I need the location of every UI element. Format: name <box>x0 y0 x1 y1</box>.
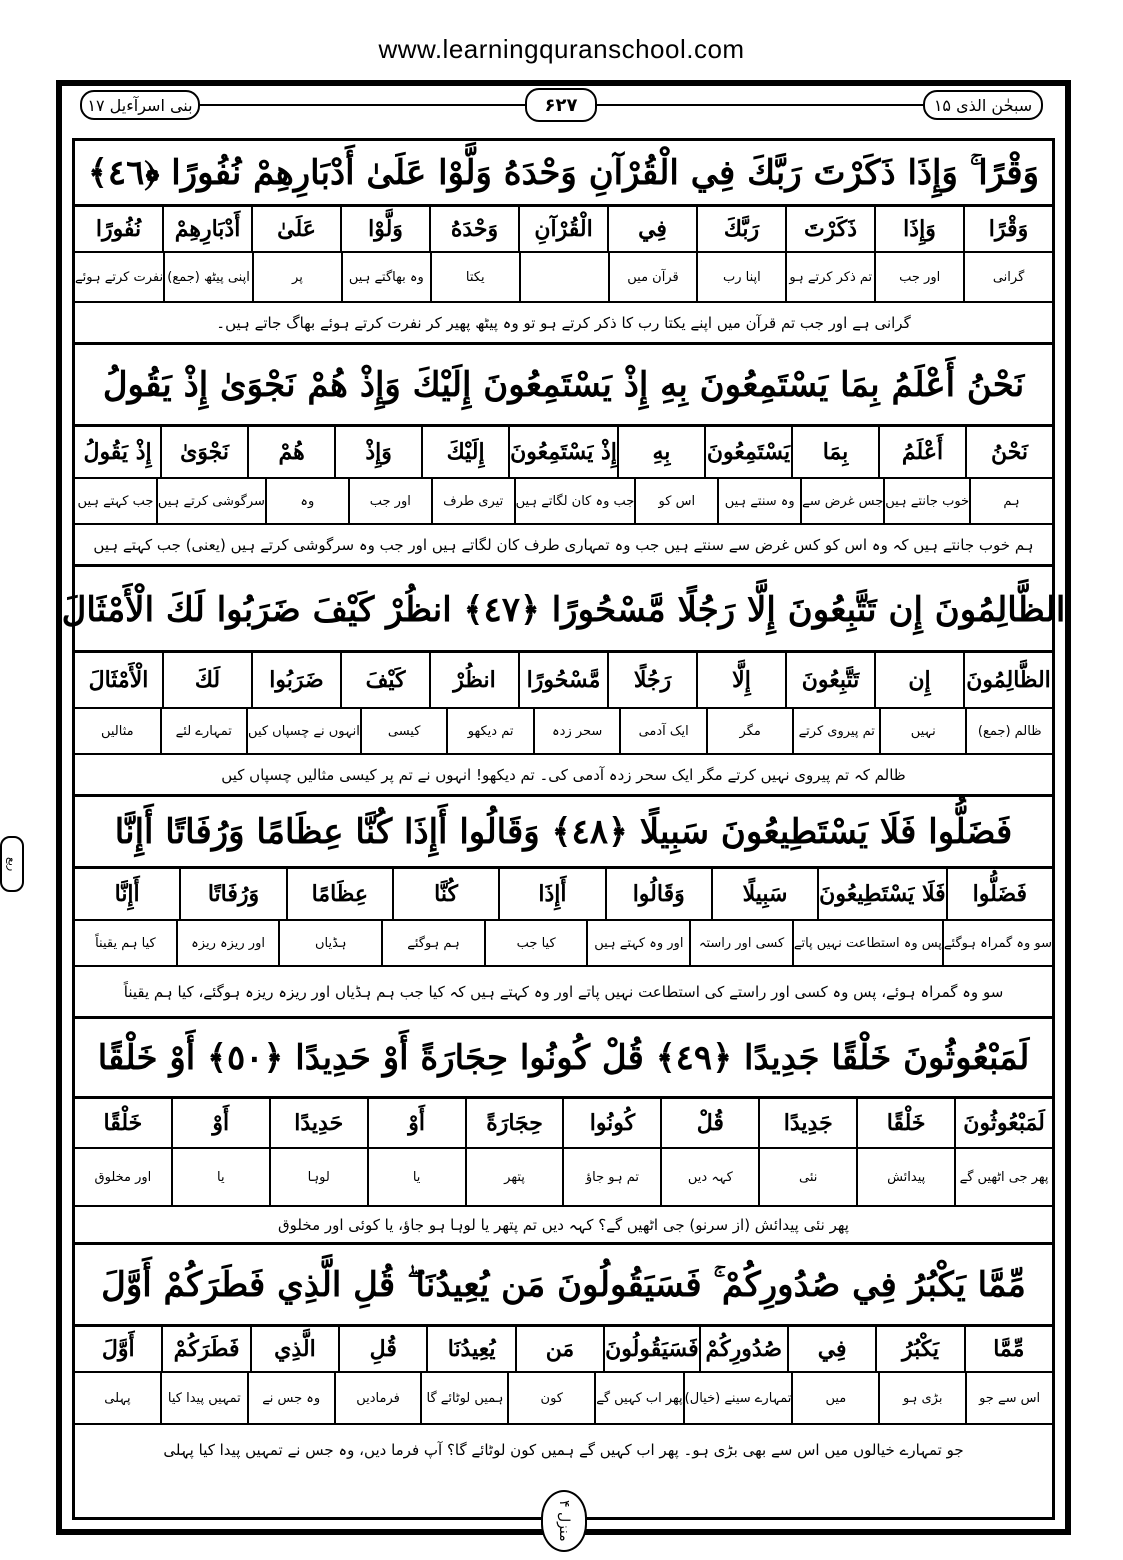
word-cell: الظَّالِمُونَ <box>963 653 1052 707</box>
meaning-cell: اور جب <box>874 253 963 301</box>
word-cell: وَرُفَاتًا <box>179 869 285 919</box>
meaning-cell: یا <box>171 1149 269 1205</box>
meaning-cell: اس کو <box>634 479 717 523</box>
meaning-cell: اور وہ کہتے ہیں <box>586 921 689 965</box>
word-cell: أَعْلَمُ <box>878 427 965 477</box>
verse-line: الظَّالِمُونَ إِن تَتَّبِعُونَ إِلَّا رَجُلًا مَّسْحُورًا ﴿٤٧﴾ انظُرْ كَيْفَ ضَرَبُوا لَكَ الْأَمْثَالَ <box>75 569 1052 653</box>
manzil-marker: منزل ۴ <box>541 1490 587 1552</box>
meaning-row <box>75 253 1052 303</box>
word-cell: عَلَىٰ <box>251 207 340 251</box>
meaning-cell: بڑی ہو <box>878 1373 965 1423</box>
meaning-cell: قرآن میں <box>608 253 697 301</box>
word-row <box>75 1099 1052 1149</box>
meaning-cell: لوہا <box>269 1149 367 1205</box>
meaning-cell: انہوں نے چسپاں کیں <box>246 709 360 753</box>
meaning-cell: سرگوشی کرتے ہیں <box>156 479 265 523</box>
word-cell: الْأَمْثَالَ <box>88 667 149 693</box>
word-cell: حِجَارَةً <box>465 1099 563 1147</box>
meaning-cell: ہمیں لوٹائے گا <box>420 1373 507 1423</box>
word-row <box>75 427 1052 479</box>
meaning-cell: تمہارے لئے <box>160 709 247 753</box>
word-cell: كَيْفَ <box>340 653 429 707</box>
meaning-cell: سحر زدہ <box>533 709 620 753</box>
verse-line: وَقْرًا ۚ وَإِذَا ذَكَرْتَ رَبَّكَ فِي الْقُرْآنِ وَحْدَهُ وَلَّوْا عَلَىٰ أَدْبَارِهِمْ نُفُورًا ﴿٤٦﴾ <box>75 141 1052 207</box>
verse-line: لَمَبْعُوثُونَ خَلْقًا جَدِيدًا ﴿٤٩﴾ قُلْ كُونُوا حِجَارَةً أَوْ حَدِيدًا ﴿٥٠﴾ أَوْ خَلْقًا <box>75 1019 1052 1099</box>
meaning-cell: پس وہ استطاعت نہیں پاتے <box>792 921 942 965</box>
word-cell: أَوَّلَ <box>101 1336 135 1362</box>
word-cell: إِذْ يَسْتَمِعُونَ <box>508 427 617 477</box>
word-cell: خَلْقًا <box>856 1099 954 1147</box>
word-cell: إِلَيْكَ <box>421 427 508 477</box>
header-rule-right <box>597 104 923 106</box>
word-cell: وَإِذَا <box>874 207 963 251</box>
meaning-cell: اور مخلوق <box>94 1169 152 1185</box>
meaning-cell: کہہ دیں <box>660 1149 758 1205</box>
verse-section-3 <box>61 569 1066 797</box>
meaning-cell: ہم <box>969 479 1052 523</box>
meaning-cell: کون <box>507 1373 594 1423</box>
site-url: www.learningquranschool.com <box>378 34 745 64</box>
word-cell: كُونُوا <box>562 1099 660 1147</box>
meaning-cell: اور ریزہ ریزہ <box>176 921 279 965</box>
word-cell: فِي <box>787 1327 875 1371</box>
word-cell: رَجُلًا <box>607 653 696 707</box>
meaning-cell: اور جب <box>348 479 431 523</box>
word-cell: إِذْ يَقُولُ <box>83 439 152 465</box>
word-cell: فَطَرَكُمْ <box>161 1327 249 1371</box>
word-cell: قُلِ <box>338 1327 426 1371</box>
word-cell: مَّسْحُورًا <box>518 653 607 707</box>
word-cell: أَإِنَّا <box>114 881 140 907</box>
meaning-row <box>75 479 1052 525</box>
meaning-cell: یکتا <box>430 253 519 301</box>
meaning-cell: تم ہو جاؤ <box>562 1149 660 1205</box>
meaning-cell: میں <box>791 1373 878 1423</box>
word-cell: لَكَ <box>162 653 251 707</box>
meaning-cell: گرانی <box>963 253 1052 301</box>
word-cell: عِظَامًا <box>286 869 392 919</box>
meaning-cell: ایک آدمی <box>619 709 706 753</box>
meaning-cell: تمہارے سینے (خیال) <box>683 1373 792 1423</box>
word-cell: تَتَّبِعُونَ <box>785 653 874 707</box>
meaning-cell: مثالیں <box>100 723 134 739</box>
word-cell: رَبَّكَ <box>696 207 785 251</box>
word-cell: حَدِيدًا <box>269 1099 367 1147</box>
meaning-cell: خوب جانتے ہیں <box>883 479 969 523</box>
word-cell: نَجْوَىٰ <box>160 427 247 477</box>
meaning-cell: تیری طرف <box>431 479 514 523</box>
meaning-cell: کیسی <box>360 709 447 753</box>
word-row <box>75 1327 1052 1373</box>
word-cell: ضَرَبُوا <box>251 653 340 707</box>
word-cell: لَمَبْعُوثُونَ <box>954 1099 1052 1147</box>
word-row <box>75 653 1052 709</box>
word-cell: سَبِيلًا <box>711 869 817 919</box>
word-cell: مَن <box>515 1327 603 1371</box>
word-cell: أَإِذَا <box>498 869 604 919</box>
word-cell: قُلْ <box>660 1099 758 1147</box>
verse-section-2 <box>75 345 1052 567</box>
meaning-cell: اپنا رب <box>696 253 785 301</box>
translation-line: گرانی ہے اور جب تم قرآن میں اپنے یکتا رب کا ذکر کرتے ہو تو وہ پیٹھ پھیر کر نفرت کرتے ہوئے بھاگ جاتے ہیں۔ <box>75 303 1052 345</box>
meaning-row <box>75 1149 1052 1207</box>
word-cell: الَّذِي <box>250 1327 338 1371</box>
meaning-cell: ہڈیاں <box>278 921 381 965</box>
verse-section-5 <box>75 1019 1052 1245</box>
word-cell: انظُرْ <box>429 653 518 707</box>
word-cell: نَحْنُ <box>965 427 1052 477</box>
verse-line: فَضَلُّوا فَلَا يَسْتَطِيعُونَ سَبِيلًا ﴿٤٨﴾ وَقَالُوا أَإِذَا كُنَّا عِظَامًا وَرُفَاتًا أَإِنَّا <box>75 797 1052 869</box>
translation-line: ظالم کہ تم پیروی نہیں کرتے مگر ایک سحر زدہ آدمی کی۔ تم دیکھو! انہوں نے تم پر کیسی مثالیں چسپاں کیں <box>75 755 1052 797</box>
word-cell: فَلَا يَسْتَطِيعُونَ <box>817 869 946 919</box>
meaning-cell: نہیں <box>879 709 966 753</box>
meaning-cell: وہ <box>265 479 348 523</box>
word-cell: خَلْقًا <box>103 1110 143 1136</box>
meaning-cell: پر <box>252 253 341 301</box>
word-cell: وَحْدَهُ <box>429 207 518 251</box>
meaning-cell: فرمادیں <box>334 1373 421 1423</box>
meaning-cell: تم پیروی کرتے <box>792 709 879 753</box>
word-row <box>75 869 1052 921</box>
word-cell: فَسَيَقُولُونَ <box>603 1327 699 1371</box>
meaning-cell: وہ بھاگتے ہیں <box>341 253 430 301</box>
word-cell: أَدْبَارِهِمْ <box>162 207 251 251</box>
word-cell: وَقَالُوا <box>605 869 711 919</box>
meaning-row <box>75 709 1052 755</box>
meaning-cell: جس غرض سے <box>800 479 883 523</box>
word-cell: أَوْ <box>367 1099 465 1147</box>
meaning-cell: ہم ہوگئے <box>381 921 484 965</box>
word-cell: نُفُورًا <box>95 216 142 242</box>
word-cell: يُعِيدُنَا <box>426 1327 514 1371</box>
meaning-cell: سو وہ گمراہ ہوگئے <box>942 921 1052 965</box>
meaning-cell: تم دیکھو <box>446 709 533 753</box>
word-row <box>75 207 1052 253</box>
word-cell: يَسْتَمِعُونَ <box>704 427 791 477</box>
meaning-cell: پتھر <box>465 1149 563 1205</box>
word-cell: بِمَا <box>791 427 878 477</box>
translation-line: جو تمہارے خیالوں میں اس سے بھی بڑی ہو۔ پھر اب کہیں گے ہمیں کون لوٹائے گا؟ آپ فرما دیں، وہ جس نے تمہیں پیدا کیا پہلی <box>163 1441 964 1459</box>
meaning-cell: جب وہ کان لگاتے ہیں <box>514 479 635 523</box>
word-cell: إِلَّا <box>696 653 785 707</box>
word-cell: مِّمَّا <box>964 1327 1052 1371</box>
meaning-cell: کسی اور راستہ <box>689 921 792 965</box>
meaning-cell: نئی <box>758 1149 856 1205</box>
header-juz-label: سبحٰن الذی ۱۵ <box>923 90 1043 120</box>
meaning-cell: وہ سنتے ہیں <box>717 479 800 523</box>
meaning-cell <box>519 253 608 301</box>
word-cell: صُدُورِكُمْ <box>699 1327 787 1371</box>
header-rule-left <box>200 104 525 106</box>
meaning-cell: کیا ہم یقیناً <box>95 935 156 951</box>
meaning-cell: یا <box>367 1149 465 1205</box>
meaning-cell: تم ذکر کرتے ہو <box>785 253 874 301</box>
header-surah-label: بنی اسرآءیل ۱۷ <box>80 90 200 120</box>
verse-line: نَحْنُ أَعْلَمُ بِمَا يَسْتَمِعُونَ بِهِ إِذْ يَسْتَمِعُونَ إِلَيْكَ وَإِذْ هُمْ نَجْوَىٰ إِذْ يَقُولُ <box>75 345 1052 427</box>
meaning-cell: جب کہتے ہیں <box>77 493 154 509</box>
word-cell: هُمْ <box>247 427 334 477</box>
verse-section-1 <box>75 141 1052 345</box>
word-cell: إِن <box>874 653 963 707</box>
meaning-cell: اس سے جو <box>965 1373 1052 1423</box>
word-cell: جَدِيدًا <box>758 1099 856 1147</box>
word-cell: ذَكَرْتَ <box>785 207 874 251</box>
meaning-cell: ظالم (جمع) <box>965 709 1052 753</box>
word-cell: الْقُرْآنِ <box>518 207 607 251</box>
meaning-cell: پھر جی اٹھیں گے <box>954 1149 1052 1205</box>
ruku-side-mark: ربع <box>0 836 24 892</box>
meaning-cell: اپنی پیٹھ (جمع) <box>163 253 252 301</box>
meaning-cell: مگر <box>706 709 793 753</box>
meaning-cell: پھر اب کہیں گے <box>594 1373 682 1423</box>
word-cell: كُنَّا <box>392 869 498 919</box>
meaning-cell: وہ جس نے <box>247 1373 334 1423</box>
word-cell: فِي <box>607 207 696 251</box>
meaning-cell: تمہیں پیدا کیا <box>160 1373 247 1423</box>
page-number: ۶۲۷ <box>525 88 597 122</box>
verse-section-4 <box>75 797 1052 1019</box>
translation-line: سو وہ گمراہ ہوئے، پس وہ کسی اور راستے کی استطاعت نہیں پاتے اور وہ کہتے ہیں کہ کیا جب ہم ہڈیاں اور ریزہ ریزہ ہوگئے، کیا ہم یقیناً <box>75 967 1052 1019</box>
meaning-cell: نفرت کرتے ہوئے <box>75 269 164 285</box>
translation-line: ہم خوب جانتے ہیں کہ وہ اس کو کس غرض سے سنتے ہیں جب وہ تمہاری طرف کان لگاتے ہیں اور جب وہ سرگوشی کرتے ہیں (یعنی) جب کہتے ہیں <box>75 525 1052 567</box>
meaning-row <box>75 921 1052 967</box>
word-cell: أَوْ <box>171 1099 269 1147</box>
word-cell: وَإِذْ <box>334 427 421 477</box>
word-cell: وَقْرًا <box>963 207 1052 251</box>
translation-line: پھر نئی پیدائش (از سرنو) جی اٹھیں گے؟ کہہ دیں تم پتھر یا لوہا ہو جاؤ، یا کوئی اور مخلوق <box>75 1207 1052 1245</box>
meaning-cell: پہلی <box>104 1390 131 1406</box>
meaning-cell: کیا جب <box>484 921 587 965</box>
word-cell: وَلَّوْا <box>340 207 429 251</box>
meaning-cell: پیدائش <box>856 1149 954 1205</box>
word-cell: يَكْبُرُ <box>875 1327 963 1371</box>
word-cell: بِهِ <box>617 427 704 477</box>
verse-section-6 <box>75 1245 1052 1475</box>
meaning-row <box>75 1373 1052 1425</box>
verse-line: مِّمَّا يَكْبُرُ فِي صُدُورِكُمْ ۚ فَسَيَقُولُونَ مَن يُعِيدُنَا ۖ قُلِ الَّذِي فَطَرَكُمْ أَوَّلَ <box>75 1245 1052 1327</box>
word-cell: فَضَلُّوا <box>946 869 1052 919</box>
